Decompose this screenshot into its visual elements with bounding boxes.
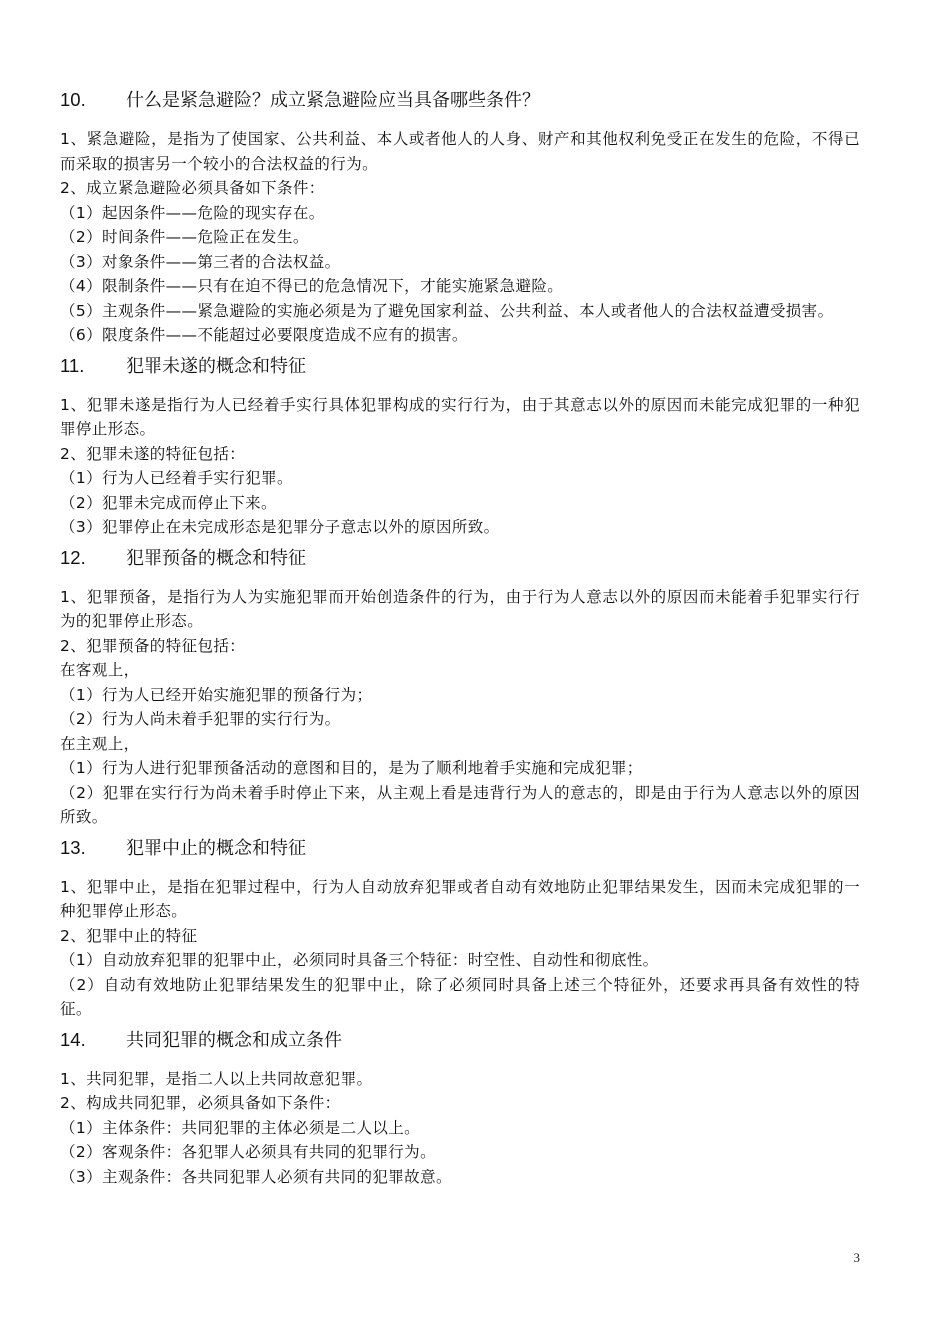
paragraph-line: 1、犯罪未遂是指行为人已经着手实行具体犯罪构成的实行行为，由于其意志以外的原因而未能完成犯罪的一种犯罪停止形态。 [60, 395, 860, 438]
section-heading [60, 544, 860, 573]
paragraph-line: （3）犯罪停止在未完成形态是犯罪分子意志以外的原因所致。 [60, 518, 500, 536]
section [60, 1026, 860, 1190]
paragraph-line: （2）时间条件——危险正在发生。 [60, 228, 309, 246]
section-title: 什么是紧急避险？成立紧急避险应当具备哪些条件？ [126, 90, 540, 111]
section-number: 12. [60, 546, 86, 568]
section-title: 犯罪中止的概念和特征 [126, 837, 306, 859]
section-number: 14. [60, 1028, 86, 1050]
section-title: 犯罪未遂的概念和特征 [126, 355, 306, 377]
paragraph-line: （2）客观条件：各犯罪人必须具有共同的犯罪行为。 [60, 1143, 436, 1161]
paragraph-line: 2、构成共同犯罪，必须具备如下条件： [60, 1094, 341, 1112]
paragraph-line: （2）犯罪未完成而停止下来。 [60, 493, 277, 512]
paragraph-line: （1）主体条件：共同犯罪的主体必须是二人以上。 [60, 1118, 421, 1137]
paragraph-line: 2、犯罪预备的特征包括： [60, 636, 246, 655]
paragraph-line: 1、紧急避险，是指为了使国家、公共利益、本人或者他人的人身、财产和其他权利免受正在发生的危险，不得已而采取的损害另一个较小的合法权益的行为。 [60, 130, 860, 173]
section [60, 834, 860, 1022]
section-heading [60, 352, 860, 381]
paragraph-line: （2）行为人尚未着手犯罪的实行行为。 [60, 710, 341, 728]
paragraph-line: （6）限度条件——不能超过必要限度造成不应有的损害。 [60, 326, 468, 344]
document-body [60, 86, 860, 1189]
section [60, 544, 860, 830]
section-number: 10. [60, 89, 86, 110]
section-number: 13. [60, 836, 86, 858]
paragraph-line: （1）自动放弃犯罪的犯罪中止，必须同时具备三个特征：时空性、自动性和彻底性。 [60, 951, 659, 969]
paragraph-line: （1）行为人已经开始实施犯罪的预备行为； [60, 685, 373, 704]
section-heading [60, 834, 860, 863]
paragraph-line: （4）限制条件——只有在迫不得已的危急情况下，才能实施紧急避险。 [60, 277, 564, 295]
paragraph-line: （1）行为人已经着手实行犯罪。 [60, 469, 293, 487]
paragraph-line: 2、成立紧急避险必须具备如下条件： [60, 179, 325, 197]
paragraph-line: 1、犯罪中止，是指在犯罪过程中，行为人自动放弃犯罪或者自动有效地防止犯罪结果发生，因而未完成犯罪的一种犯罪停止形态。 [60, 877, 860, 920]
paragraph-line: 2、犯罪未遂的特征包括： [60, 444, 246, 463]
paragraph-line: 1、共同犯罪，是指二人以上共同故意犯罪。 [60, 1069, 373, 1088]
section-number: 11. [60, 354, 85, 376]
paragraph-line: （3）主观条件：各共同犯罪人必须有共同的犯罪故意。 [60, 1167, 452, 1186]
paragraph-line: 在主观上， [60, 734, 140, 753]
paragraph-line: （1）行为人进行犯罪预备活动的意图和目的，是为了顺利地着手实施和完成犯罪； [60, 759, 643, 777]
paragraph-line: （2）犯罪在实行行为尚未着手时停止下来，从主观上看是违背行为人的意志的，即是由于行为人意志以外的原因所致。 [60, 783, 860, 826]
section [60, 86, 860, 348]
section-heading [60, 86, 860, 115]
paragraph-line: （3）对象条件——第三者的合法权益。 [60, 252, 341, 271]
section [60, 352, 860, 540]
section-title: 犯罪预备的概念和特征 [126, 547, 306, 569]
paragraph-line: 1、犯罪预备，是指行为人为实施犯罪而开始创造条件的行为，由于行为人意志以外的原因而未能着手犯罪实行行为的犯罪停止形态。 [60, 587, 860, 630]
page-number: 3 [853, 1250, 860, 1265]
paragraph-line: （1）起因条件——危险的现实存在。 [60, 203, 325, 222]
paragraph-line: （2）自动有效地防止犯罪结果发生的犯罪中止，除了必须同时具备上述三个特征外，还要求再具备有效性的特征。 [60, 975, 860, 1018]
paragraph-line: 2、犯罪中止的特征 [60, 926, 198, 945]
paragraph-line: （5）主观条件——紧急避险的实施必须是为了避免国家利益、公共利益、本人或者他人的合法权益遭受损害。 [60, 301, 834, 320]
section-title: 共同犯罪的概念和成立条件 [126, 1029, 342, 1051]
paragraph-line: 在客观上， [60, 661, 140, 679]
section-heading [60, 1026, 860, 1055]
